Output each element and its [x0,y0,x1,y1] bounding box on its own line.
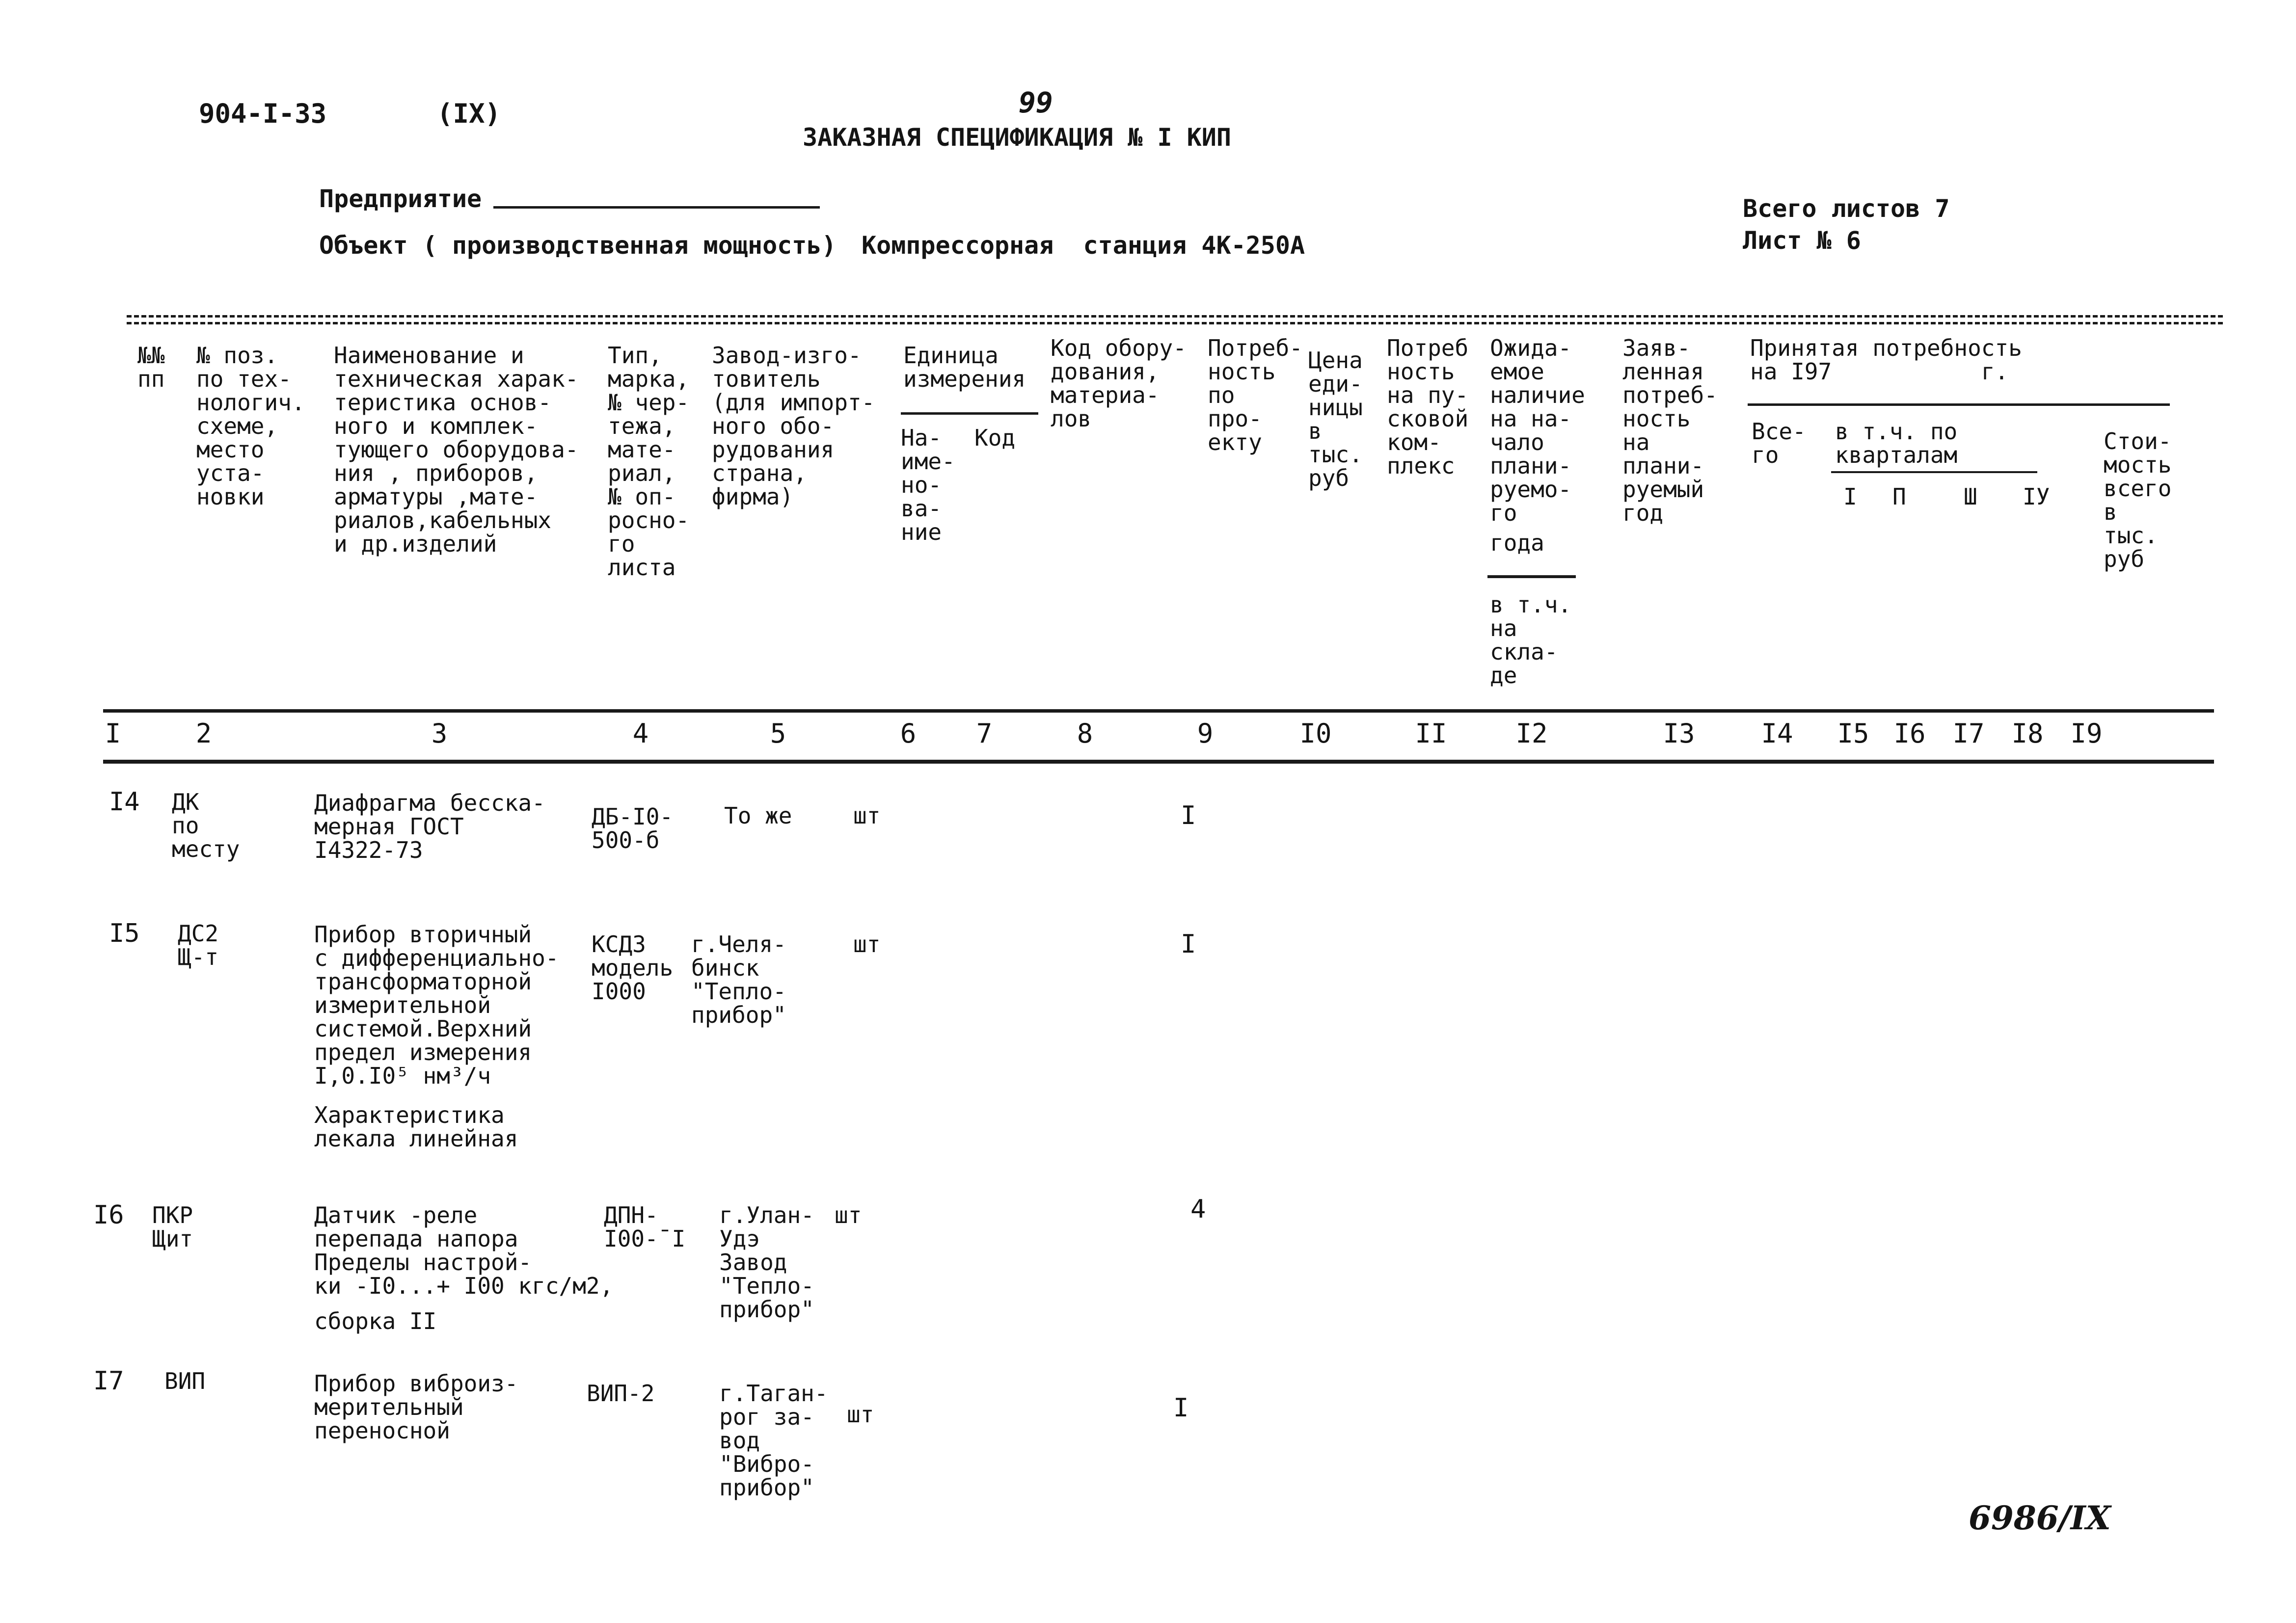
col-header-q3: Ш [1964,483,1977,510]
object-label: Объект ( производственная мощность) [319,231,837,260]
object-value: Компрессорная станция 4К-250А [862,231,1305,260]
accepted-group-rule [1748,403,2170,406]
row-unit: шт [847,1401,874,1428]
row-name: Прибор вторичный с дифференциально- трансформаторной измерительной системой.Верхний предел измерения I,0.I0⁵ нм³/ч [314,921,559,1089]
col-number: 8 [1077,718,1093,749]
col-number: 2 [195,718,212,749]
row-manufacturer: г.Улан- Удэ Завод "Тепло- прибор" [719,1202,814,1323]
col-header-quarters-group: в т.ч. по кварталам [1835,418,1958,468]
col-number: I3 [1663,718,1695,749]
row-unit: шт [853,931,881,958]
col-header-startup-need: Потреб ность на пу- сковой ком- плекс [1387,335,1469,479]
row-number: I7 [93,1366,124,1396]
row-type: ВИП-2 [587,1380,655,1407]
col-header-unit-name: На- име- но- ва- ние [901,425,955,545]
document-title: ЗАКАЗНАЯ СПЕЦИФИКАЦИЯ № I КИП [803,123,1231,152]
col-header-name: Наименование и техническая харак- теристика основ- ного и комплек- тующего оборудова- ния , приборов, арматуры ,мате- риалов,кабельных и др.изделий [334,342,579,557]
row-manufacturer: То же [724,802,792,829]
column-numbers-bottom-rule [103,760,2214,764]
col-header-q4: IУ [2023,483,2050,510]
col-header-expected-stock: Ожида- емое наличие на на- чало плани- руемо- го [1490,335,1585,526]
col-header-in-warehouse: в т.ч. на скла- де [1490,591,1572,689]
row-manufacturer: г.Челя- бинск "Тепло- прибор" [691,931,786,1028]
header-bottom-rule [103,709,2214,713]
unit-group-rule [901,412,1038,415]
enterprise-blank-line [493,206,820,209]
row-type: КСДЗ модель I000 [592,931,674,1005]
row-quantity: I [1181,801,1196,830]
col-number: 5 [770,718,786,749]
row-unit: шт [853,802,881,829]
col-number: II [1415,718,1447,749]
col-number: 3 [431,718,448,749]
col-header-project-need: Потреб- ность по про- екту [1208,335,1303,455]
col-header-expected-year: года [1490,530,1544,556]
total-sheets: Всего листов 7 [1743,194,1950,223]
row-number: I4 [109,787,140,817]
row-quantity: 4 [1190,1195,1206,1224]
row-position: ВИП [164,1368,206,1394]
col-number: I0 [1299,718,1332,749]
col-header-position: № поз. по тех- нологич. схеме, место уста- новки [196,342,305,510]
col-header-cost: Стои- мость всего в тыс. руб [2104,428,2172,572]
table-top-rule-2 [127,322,2223,324]
col-header-type: Тип, марка, № чер- тежа, мате- риал, № оп- росно- го листа [608,342,690,581]
row-position: ДС2 Щ-т [178,920,219,970]
col-header-q2: П [1892,483,1906,510]
row-position: ДК по месту [172,789,240,862]
table-top-rule [127,315,2223,318]
row-quantity: I [1173,1393,1189,1423]
col-number: I [105,718,121,749]
col-number: 6 [900,718,917,749]
col-header-equipment-code: Код обору- дования, материа- лов [1051,335,1187,432]
col-number: I8 [2011,718,2044,749]
col-header-declared-need: Заяв- ленная потреб- ность на плани- руемый год [1622,335,1718,526]
row-manufacturer: г.Таган- рог за- вод "Вибро- прибор" [719,1380,828,1501]
row-number: I6 [93,1200,124,1230]
enterprise-label: Предприятие [319,185,482,213]
col-header-unit-price: Цена еди- ницы в тыс. руб [1308,347,1363,491]
row-type: ДПН- I00-¯I [604,1202,686,1252]
col-number: I2 [1515,718,1548,749]
col-header-unit-code: Код [974,425,1016,451]
row-position: ПКР Щит [152,1202,193,1252]
col-number: I9 [2070,718,2103,749]
col-number: 4 [632,718,649,749]
col-header-total: Все- го [1752,418,1806,468]
row-name-extra: Характеристика лекала линейная [314,1102,518,1152]
col-header-manufacturer: Завод-изго- товитель (для импорт- ного обо- рудования страна, фирма) [712,342,875,510]
expected-stock-rule [1487,575,1576,578]
col-number: I6 [1893,718,1926,749]
row-type: ДБ-I0- 500-б [592,803,674,853]
col-header-number: №№ пп [137,342,165,392]
col-header-accepted-group: Принятая потребность на I97 г. [1750,335,2022,385]
row-name: Прибор виброиз- мерительный переносной [314,1370,518,1444]
row-quantity: I [1181,930,1196,959]
col-number: 9 [1197,718,1214,749]
col-number: I4 [1761,718,1793,749]
col-header-unit-group: Единица измерения [903,342,1026,392]
album-number: (IX) [437,98,501,129]
row-name: Диафрагма бесска- мерная ГОСТ I4322-73 [314,790,545,863]
document-code: 904-I-33 [199,98,327,129]
row-name-extra: сборка II [314,1308,437,1334]
row-unit: шт [835,1202,862,1228]
handwritten-archive-number: 6986/IX [1969,1499,2111,1537]
row-number: I5 [109,919,140,948]
col-number: I5 [1837,718,1869,749]
col-number: 7 [976,718,993,749]
page-number: 99 [1019,86,1053,119]
col-number: I7 [1952,718,1985,749]
col-header-q1: I [1843,483,1857,510]
sheet-number: Лист № 6 [1743,226,1861,255]
row-name: Датчик -реле перепада напора Пределы настрой- ки -I0...+ I00 кгс/м2, [314,1202,614,1299]
quarters-group-rule [1831,471,2037,473]
